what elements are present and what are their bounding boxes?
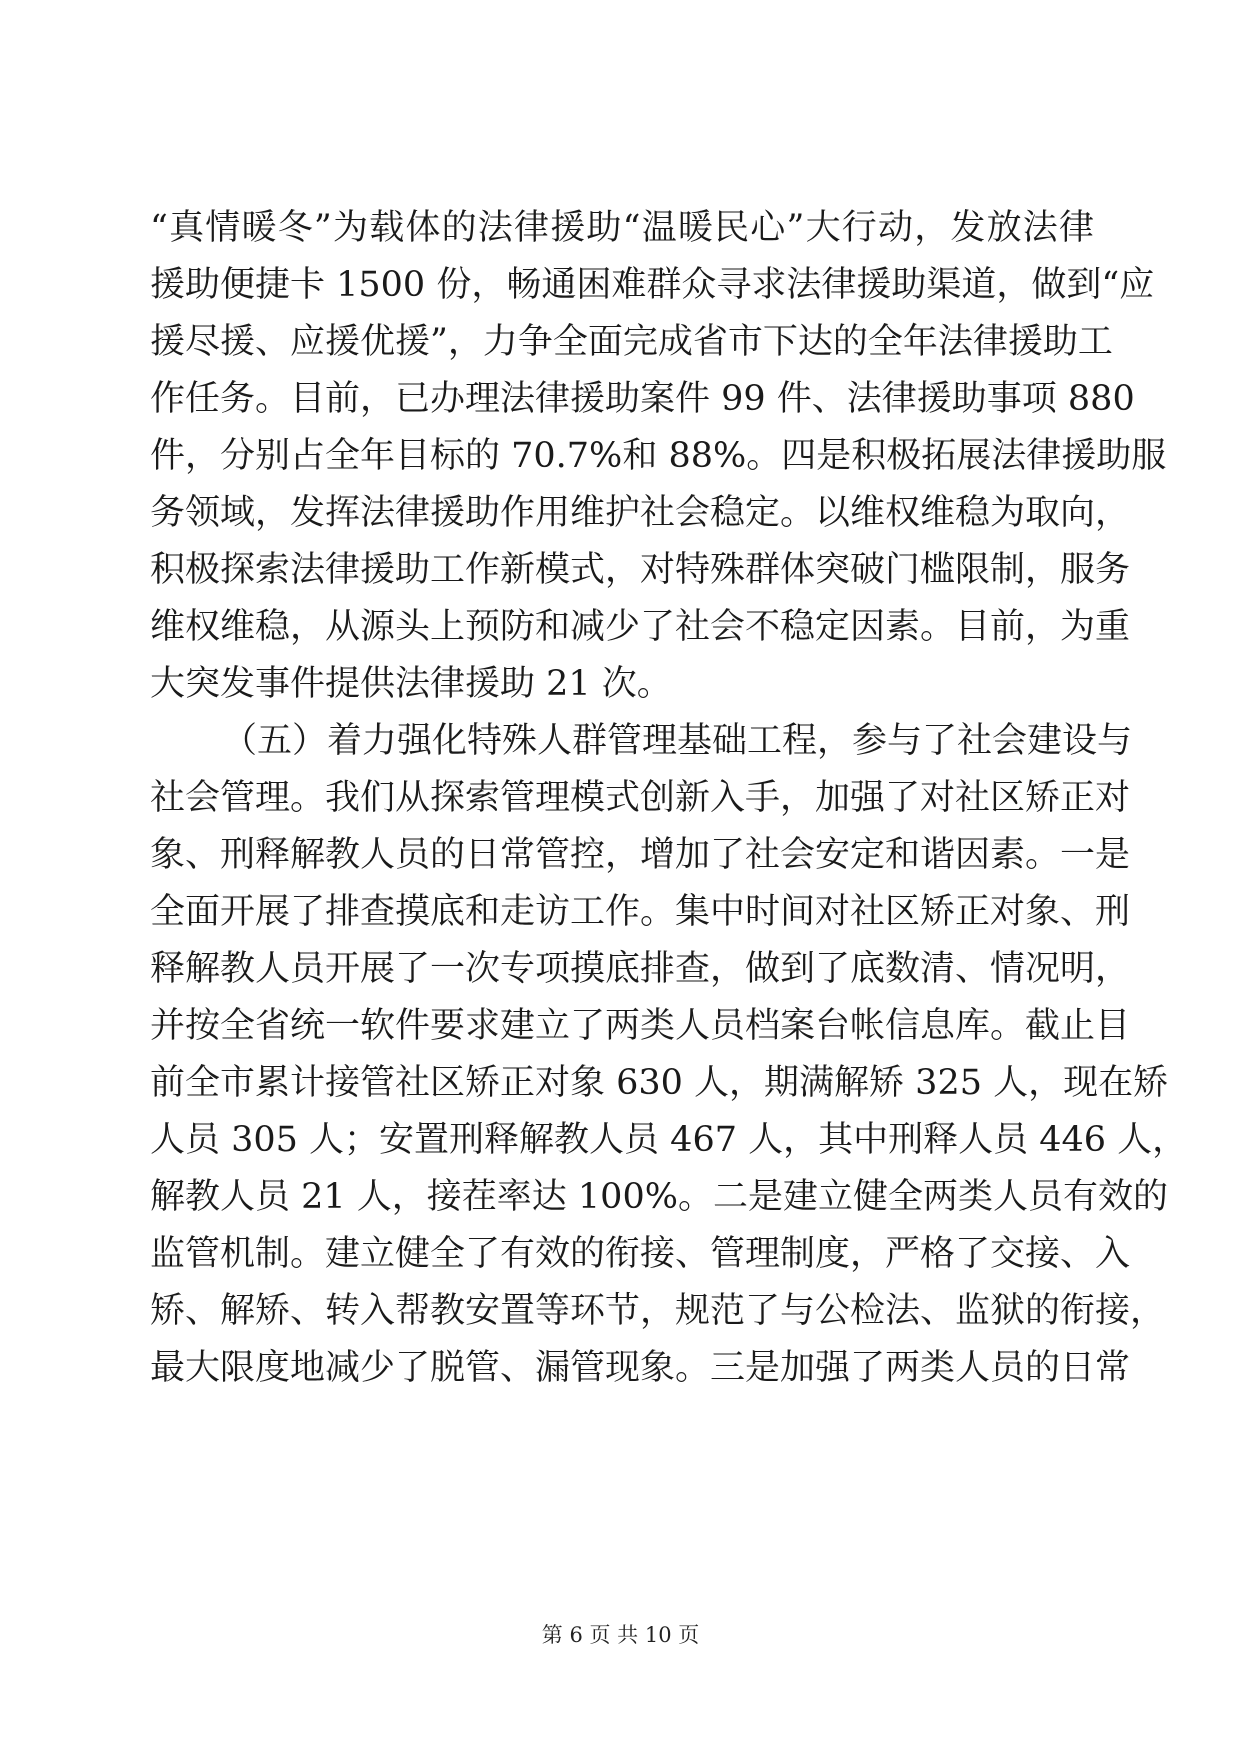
text-line: 象、刑释解教人员的日常管控，增加了社会安定和谐因素。一是 bbox=[150, 835, 1131, 875]
text-line: 积极探索法律援助工作新模式，对特殊群体突破门槛限制，服务 bbox=[150, 550, 1131, 590]
text-line: 释解教人员开展了一次专项摸底排查，做到了底数清、情况明， bbox=[150, 949, 1131, 989]
text-line: 维权维稳，从源头上预防和减少了社会不稳定因素。目前，为重 bbox=[150, 607, 1131, 647]
text-line: 援尽援、应援优援”，力争全面完成省市下达的全年法律援助工 bbox=[150, 322, 1113, 362]
text-line: 并按全省统一软件要求建立了两类人员档案台帐信息库。截止目 bbox=[150, 1006, 1131, 1046]
text-line: 全面开展了排查摸底和走访工作。集中时间对社区矫正对象、刑 bbox=[150, 892, 1131, 932]
text-line: 解教人员 21 人，接茬率达 100%。二是建立健全两类人员有效的 bbox=[150, 1177, 1168, 1217]
text-line: 人员 305 人；安置刑释解教人员 467 人，其中刑释人员 446 人， bbox=[150, 1120, 1188, 1160]
text-line: 社会管理。我们从探索管理模式创新入手，加强了对社区矫正对 bbox=[150, 778, 1131, 818]
text-line: 援助便捷卡 1500 份，畅通困难群众寻求法律援助渠道，做到“应 bbox=[150, 265, 1155, 305]
text-line: 大突发事件提供法律援助 21 次。 bbox=[150, 664, 672, 704]
text-line: 件，分别占全年目标的 70.7%和 88%。四是积极拓展法律援助服 bbox=[150, 436, 1167, 476]
text-line: 前全市累计接管社区矫正对象 630 人，期满解矫 325 人，现在矫 bbox=[150, 1063, 1169, 1103]
text-line: 矫、解矫、转入帮教安置等环节，规范了与公检法、监狱的衔接， bbox=[150, 1291, 1166, 1331]
page-footer: 第 6 页 共 10 页 bbox=[541, 1623, 700, 1647]
paragraph-start-line: （五）着力强化特殊人群管理基础工程，参与了社会建设与 bbox=[222, 721, 1133, 761]
text-line: “真情暖冬”为载体的法律援助“温暖民心”大行动，发放法律 bbox=[150, 208, 1094, 248]
text-line: 务领域，发挥法律援助作用维护社会稳定。以维权维稳为取向， bbox=[150, 493, 1131, 533]
text-line: 监管机制。建立健全了有效的衔接、管理制度，严格了交接、入 bbox=[150, 1234, 1131, 1274]
text-line: 最大限度地减少了脱管、漏管现象。三是加强了两类人员的日常 bbox=[150, 1348, 1131, 1388]
text-line: 作任务。目前，已办理法律援助案件 99 件、法律援助事项 880 bbox=[150, 379, 1135, 419]
